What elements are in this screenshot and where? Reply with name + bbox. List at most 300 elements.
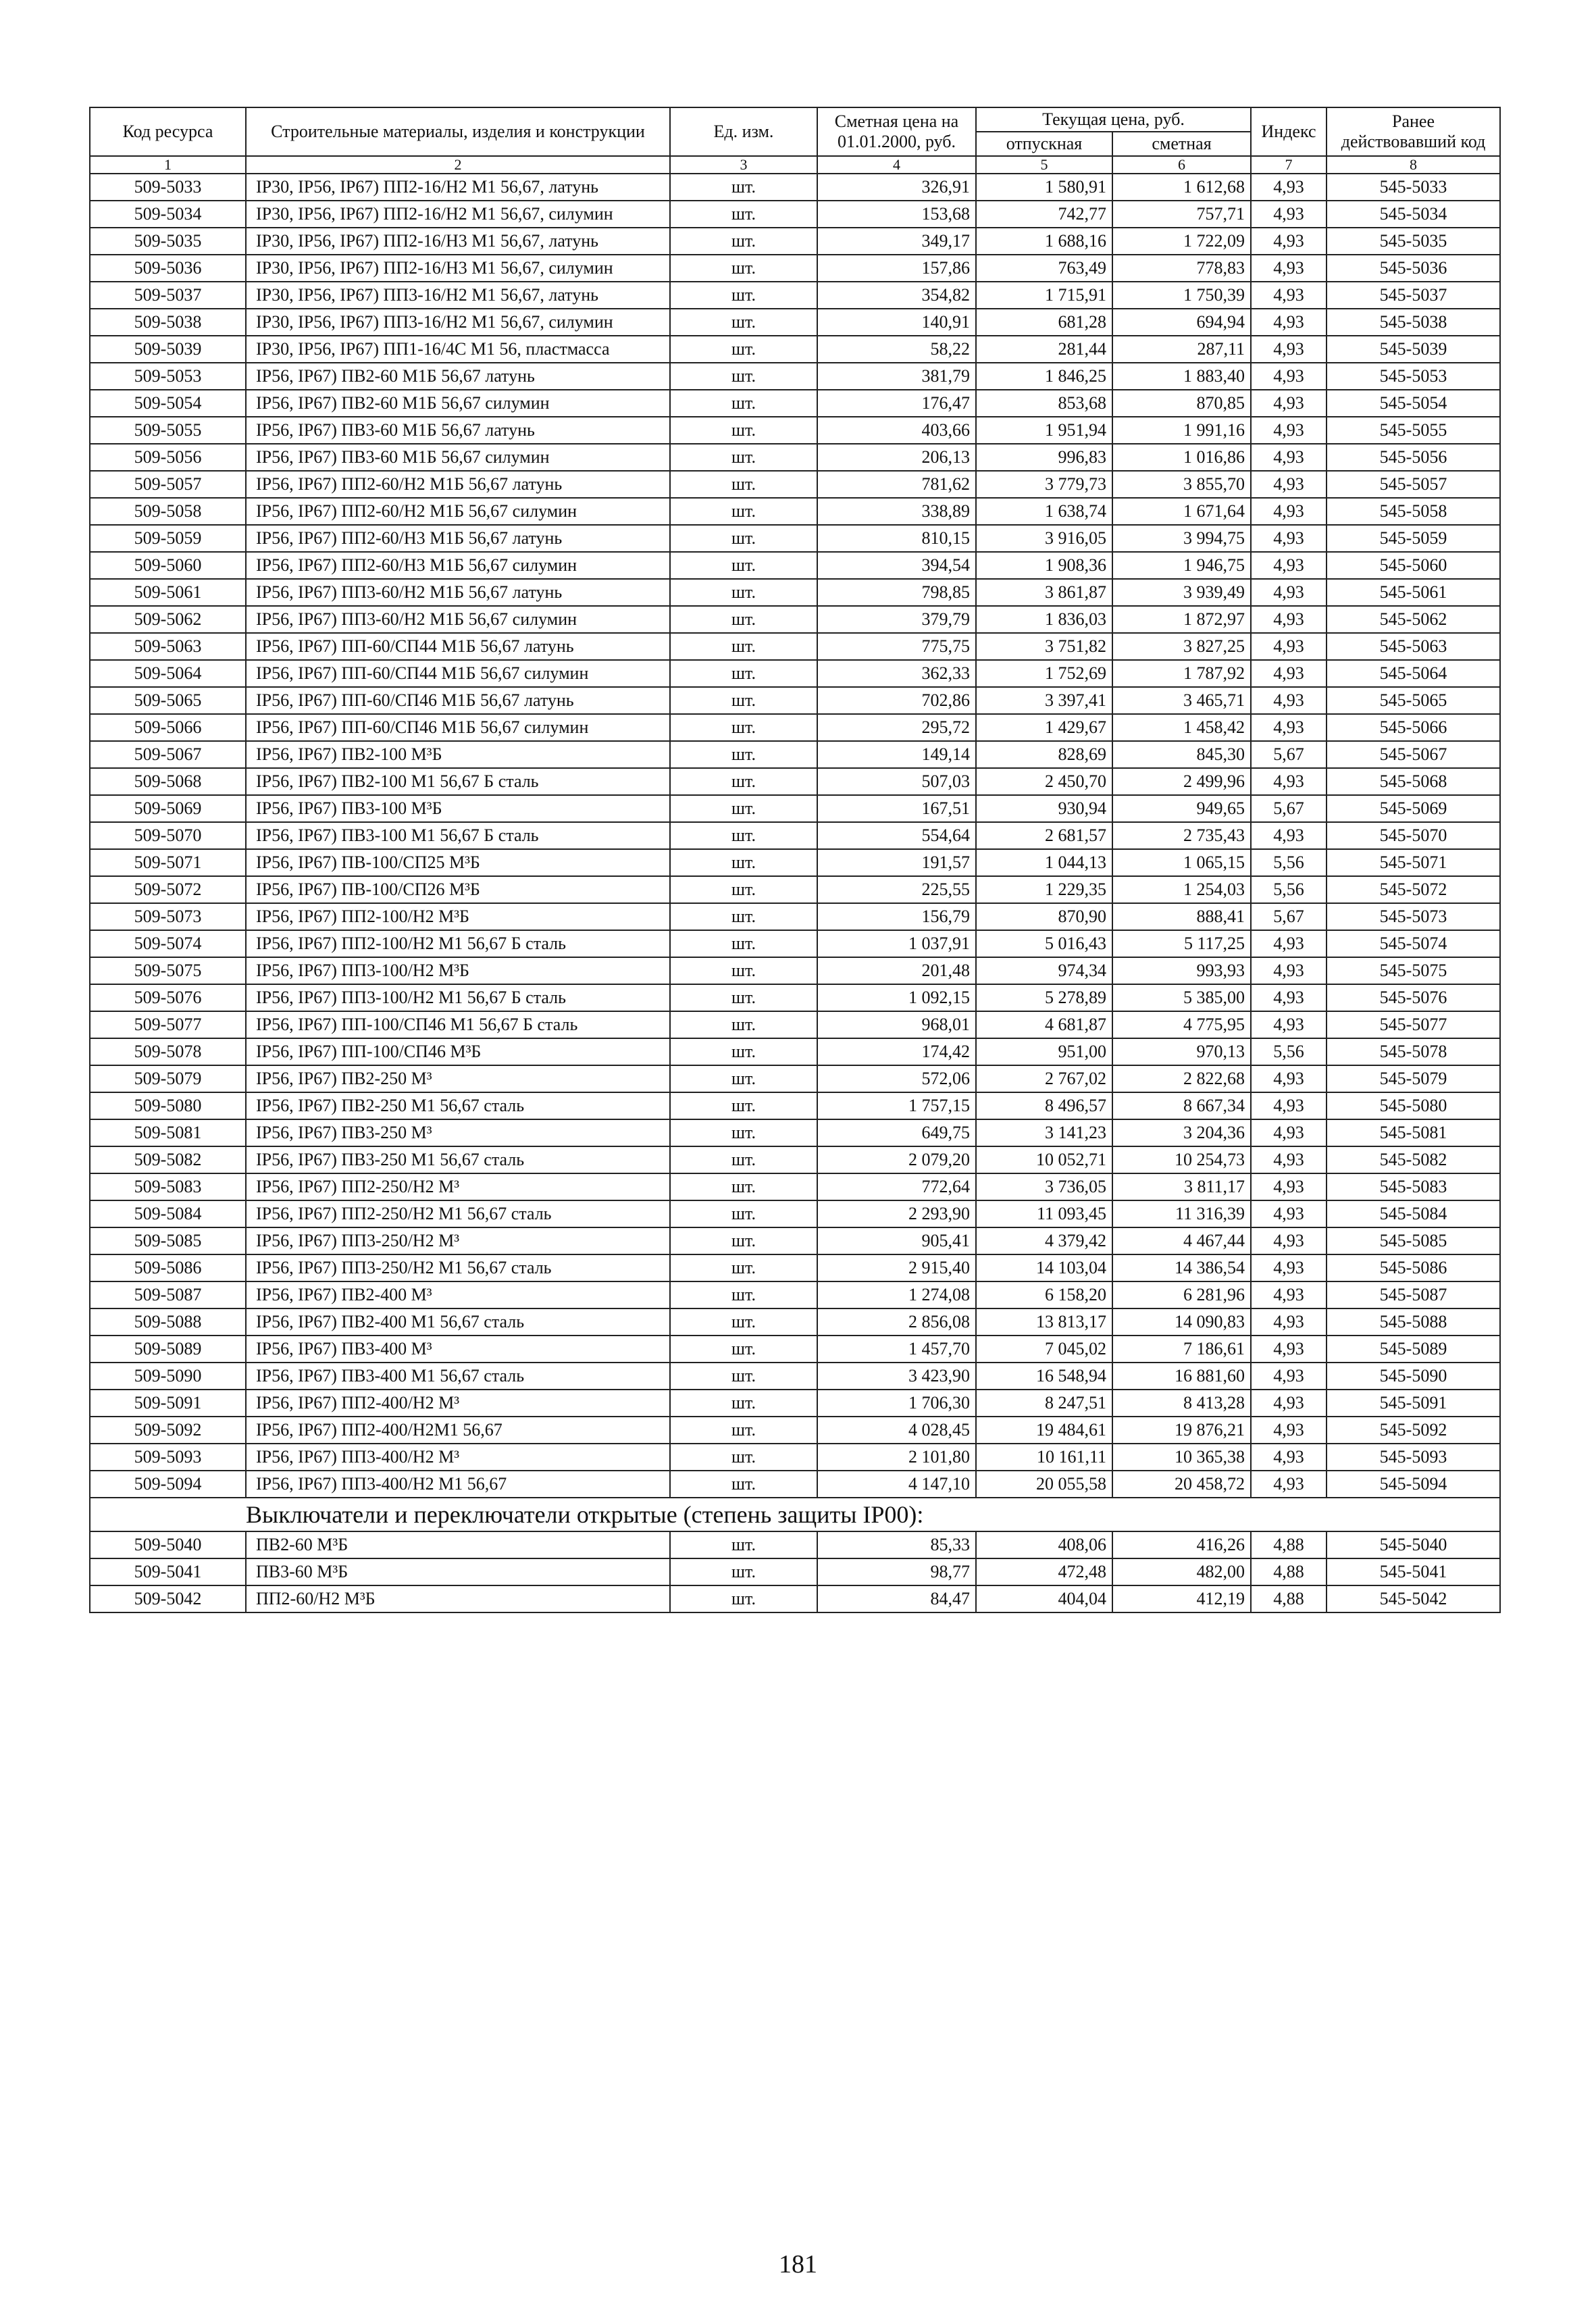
- prev-code-cell: 545-5056: [1327, 444, 1500, 471]
- release-price-cell: 1 688,16: [976, 228, 1112, 255]
- base-price-cell: 4 028,45: [817, 1417, 976, 1444]
- column-number: 8: [1327, 156, 1500, 174]
- unit-cell: шт.: [670, 1092, 817, 1119]
- prev-code-cell: 545-5038: [1327, 309, 1500, 336]
- base-price-cell: 702,86: [817, 687, 976, 714]
- prev-code-cell: 545-5092: [1327, 1417, 1500, 1444]
- material-name: IP56, IP67) ПВ3-250 М1 56,67 сталь: [246, 1146, 670, 1173]
- index-cell: 4,93: [1251, 417, 1327, 444]
- base-price-cell: 174,42: [817, 1038, 976, 1065]
- index-cell: 4,93: [1251, 606, 1327, 633]
- resource-code: 509-5086: [90, 1254, 246, 1281]
- estimate-price-cell: 3 855,70: [1112, 471, 1251, 498]
- base-price-cell: 58,22: [817, 336, 976, 363]
- index-cell: 5,56: [1251, 876, 1327, 903]
- base-price-cell: 1 757,15: [817, 1092, 976, 1119]
- estimate-price-cell: 1 016,86: [1112, 444, 1251, 471]
- resource-code: 509-5088: [90, 1308, 246, 1336]
- base-price-cell: 968,01: [817, 1011, 976, 1038]
- release-price-cell: 763,49: [976, 255, 1112, 282]
- release-price-cell: 3 397,41: [976, 687, 1112, 714]
- resource-code: 509-5089: [90, 1336, 246, 1363]
- base-price-cell: 84,47: [817, 1585, 976, 1612]
- resource-code: 509-5084: [90, 1200, 246, 1227]
- unit-cell: шт.: [670, 417, 817, 444]
- column-number: 7: [1251, 156, 1327, 174]
- prev-code-cell: 545-5071: [1327, 849, 1500, 876]
- material-name: IP56, IP67) ПВ3-100 М1 56,67 Б сталь: [246, 822, 670, 849]
- release-price-cell: 742,77: [976, 201, 1112, 228]
- resource-code: 509-5065: [90, 687, 246, 714]
- resource-code: 509-5041: [90, 1558, 246, 1585]
- unit-cell: шт.: [670, 1146, 817, 1173]
- release-price-cell: 10 161,11: [976, 1444, 1112, 1471]
- resource-code: 509-5066: [90, 714, 246, 741]
- prev-code-cell: 545-5084: [1327, 1200, 1500, 1227]
- resource-code: 509-5059: [90, 525, 246, 552]
- estimate-price-cell: 1 612,68: [1112, 174, 1251, 201]
- release-price-cell: 3 861,87: [976, 579, 1112, 606]
- base-price-cell: 772,64: [817, 1173, 976, 1200]
- prev-code-cell: 545-5039: [1327, 336, 1500, 363]
- unit-cell: шт.: [670, 930, 817, 957]
- unit-cell: шт.: [670, 957, 817, 984]
- table-row: [90, 1011, 1500, 1038]
- material-name: IP56, IP67) ПВ3-60 М1Б 56,67 латунь: [246, 417, 670, 444]
- index-cell: 4,93: [1251, 1281, 1327, 1308]
- index-cell: 4,93: [1251, 1173, 1327, 1200]
- estimate-price-cell: 949,65: [1112, 795, 1251, 822]
- unit-cell: шт.: [670, 525, 817, 552]
- index-cell: 4,93: [1251, 1444, 1327, 1471]
- estimate-price-cell: 888,41: [1112, 903, 1251, 930]
- index-cell: 4,93: [1251, 633, 1327, 660]
- index-cell: 5,67: [1251, 795, 1327, 822]
- index-cell: 4,93: [1251, 201, 1327, 228]
- base-price-cell: 381,79: [817, 363, 976, 390]
- prev-code-cell: 545-5077: [1327, 1011, 1500, 1038]
- index-cell: 4,93: [1251, 1011, 1327, 1038]
- resource-code: 509-5067: [90, 741, 246, 768]
- material-name: IP56, IP67) ПП2-60/Н2 М1Б 56,67 латунь: [246, 471, 670, 498]
- material-name: IP30, IP56, IP67) ПП2-16/Н2 М1 56,67, латунь: [246, 174, 670, 201]
- resource-code: 509-5064: [90, 660, 246, 687]
- base-price-cell: 176,47: [817, 390, 976, 417]
- index-cell: 4,93: [1251, 579, 1327, 606]
- estimate-price-cell: 3 827,25: [1112, 633, 1251, 660]
- unit-cell: шт.: [670, 1011, 817, 1038]
- resource-code: 509-5056: [90, 444, 246, 471]
- estimate-price-cell: 3 465,71: [1112, 687, 1251, 714]
- column-number-row: [90, 156, 1500, 174]
- prev-code-cell: 545-5076: [1327, 984, 1500, 1011]
- unit-cell: шт.: [670, 255, 817, 282]
- column-number: 6: [1112, 156, 1251, 174]
- page-number: 181: [779, 2250, 817, 2279]
- base-price-cell: 403,66: [817, 417, 976, 444]
- base-price-cell: 554,64: [817, 822, 976, 849]
- prev-code-cell: 545-5059: [1327, 525, 1500, 552]
- release-price-cell: 3 779,73: [976, 471, 1112, 498]
- table-row: [90, 1471, 1500, 1498]
- base-price-cell: 1 706,30: [817, 1390, 976, 1417]
- unit-cell: шт.: [670, 552, 817, 579]
- index-cell: 4,93: [1251, 1308, 1327, 1336]
- resource-code: 509-5087: [90, 1281, 246, 1308]
- material-name: IP30, IP56, IP67) ПП3-16/Н2 М1 56,67, латунь: [246, 282, 670, 309]
- resource-code: 509-5074: [90, 930, 246, 957]
- release-price-cell: 1 229,35: [976, 876, 1112, 903]
- prev-code-cell: 545-5066: [1327, 714, 1500, 741]
- estimate-price-cell: 694,94: [1112, 309, 1251, 336]
- material-name: IP56, IP67) ПВ2-100 М³Б: [246, 741, 670, 768]
- material-name: IP56, IP67) ПВ2-250 М1 56,67 сталь: [246, 1092, 670, 1119]
- estimate-price-cell: 3 204,36: [1112, 1119, 1251, 1146]
- estimate-price-cell: 10 254,73: [1112, 1146, 1251, 1173]
- resource-code: 509-5071: [90, 849, 246, 876]
- table-body-main: [90, 174, 1500, 1498]
- material-name: IP56, IP67) ПП3-60/Н2 М1Б 56,67 латунь: [246, 579, 670, 606]
- resource-code: 509-5037: [90, 282, 246, 309]
- release-price-cell: 11 093,45: [976, 1200, 1112, 1227]
- material-name: IP56, IP67) ПП2-100/Н2 М1 56,67 Б сталь: [246, 930, 670, 957]
- resource-code: 509-5058: [90, 498, 246, 525]
- material-name: IP30, IP56, IP67) ПП2-16/Н3 М1 56,67, латунь: [246, 228, 670, 255]
- prev-code-cell: 545-5063: [1327, 633, 1500, 660]
- index-cell: 4,93: [1251, 1363, 1327, 1390]
- prev-code-cell: 545-5085: [1327, 1227, 1500, 1254]
- prev-code-cell: 545-5037: [1327, 282, 1500, 309]
- resource-code: 509-5057: [90, 471, 246, 498]
- index-cell: 4,93: [1251, 1390, 1327, 1417]
- estimate-price-cell: 2 822,68: [1112, 1065, 1251, 1092]
- table-row: [90, 363, 1500, 390]
- table-row: [90, 714, 1500, 741]
- resource-code: 509-5081: [90, 1119, 246, 1146]
- base-price-cell: 153,68: [817, 201, 976, 228]
- index-cell: 4,93: [1251, 282, 1327, 309]
- header-base-price: Сметная цена на 01.01.2000, руб.: [817, 107, 976, 156]
- material-name: IP56, IP67) ПП2-60/Н3 М1Б 56,67 латунь: [246, 525, 670, 552]
- unit-cell: шт.: [670, 282, 817, 309]
- prev-code-cell: 545-5040: [1327, 1531, 1500, 1558]
- unit-cell: шт.: [670, 1417, 817, 1444]
- unit-cell: шт.: [670, 741, 817, 768]
- index-cell: 5,67: [1251, 741, 1327, 768]
- unit-cell: шт.: [670, 309, 817, 336]
- prev-code-cell: 545-5034: [1327, 201, 1500, 228]
- estimate-price-cell: 3 811,17: [1112, 1173, 1251, 1200]
- unit-cell: шт.: [670, 1444, 817, 1471]
- resource-code: 509-5075: [90, 957, 246, 984]
- release-price-cell: 408,06: [976, 1531, 1112, 1558]
- resource-code: 509-5083: [90, 1173, 246, 1200]
- unit-cell: шт.: [670, 1065, 817, 1092]
- unit-cell: шт.: [670, 822, 817, 849]
- estimate-price-cell: 1 991,16: [1112, 417, 1251, 444]
- prev-code-cell: 545-5053: [1327, 363, 1500, 390]
- table-row: [90, 174, 1500, 201]
- base-price-cell: 191,57: [817, 849, 976, 876]
- resource-code: 509-5094: [90, 1471, 246, 1498]
- section-title: Выключатели и переключатели открытые (степень защиты IP00):: [90, 1498, 1500, 1531]
- base-price-cell: 1 274,08: [817, 1281, 976, 1308]
- base-price-cell: 2 915,40: [817, 1254, 976, 1281]
- material-name: IP56, IP67) ПВ3-100 М³Б: [246, 795, 670, 822]
- column-number: 2: [246, 156, 670, 174]
- index-cell: 4,93: [1251, 525, 1327, 552]
- release-price-cell: 828,69: [976, 741, 1112, 768]
- release-price-cell: 3 736,05: [976, 1173, 1112, 1200]
- material-name: IP56, IP67) ПП-60/СП46 М1Б 56,67 латунь: [246, 687, 670, 714]
- release-price-cell: 404,04: [976, 1585, 1112, 1612]
- unit-cell: шт.: [670, 228, 817, 255]
- table-row: [90, 1390, 1500, 1417]
- table-row: [90, 444, 1500, 471]
- index-cell: 4,93: [1251, 255, 1327, 282]
- release-price-cell: 1 638,74: [976, 498, 1112, 525]
- material-name: IP56, IP67) ПП3-400/Н2 М1 56,67: [246, 1471, 670, 1498]
- index-cell: 5,56: [1251, 849, 1327, 876]
- estimate-price-cell: 1 671,64: [1112, 498, 1251, 525]
- unit-cell: шт.: [670, 174, 817, 201]
- header-prev-code: Ранее действовавший код: [1327, 107, 1500, 156]
- unit-cell: шт.: [670, 1308, 817, 1336]
- resource-code: 509-5040: [90, 1531, 246, 1558]
- index-cell: 4,93: [1251, 336, 1327, 363]
- table-row: [90, 822, 1500, 849]
- material-name: IP56, IP67) ПП-60/СП44 М1Б 56,67 силумин: [246, 660, 670, 687]
- material-name: IP56, IP67) ПП2-60/Н2 М1Б 56,67 силумин: [246, 498, 670, 525]
- material-name: IP30, IP56, IP67) ПП3-16/Н2 М1 56,67, силумин: [246, 309, 670, 336]
- unit-cell: шт.: [670, 1173, 817, 1200]
- index-cell: 5,56: [1251, 1038, 1327, 1065]
- estimate-price-cell: 8 667,34: [1112, 1092, 1251, 1119]
- material-name: IP56, IP67) ПП2-250/Н2 М1 56,67 сталь: [246, 1200, 670, 1227]
- prev-code-cell: 545-5074: [1327, 930, 1500, 957]
- material-name: IP56, IP67) ПП2-250/Н2 М³: [246, 1173, 670, 1200]
- estimate-price-cell: 1 787,92: [1112, 660, 1251, 687]
- estimate-price-cell: 287,11: [1112, 336, 1251, 363]
- index-cell: 4,93: [1251, 1417, 1327, 1444]
- index-cell: 4,93: [1251, 1471, 1327, 1498]
- unit-cell: шт.: [670, 498, 817, 525]
- table-row: [90, 525, 1500, 552]
- release-price-cell: 10 052,71: [976, 1146, 1112, 1173]
- release-price-cell: 472,48: [976, 1558, 1112, 1585]
- release-price-cell: 2 767,02: [976, 1065, 1112, 1092]
- base-price-cell: 2 293,90: [817, 1200, 976, 1227]
- material-name: IP56, IP67) ПВ3-400 М³: [246, 1336, 670, 1363]
- release-price-cell: 5 016,43: [976, 930, 1112, 957]
- unit-cell: шт.: [670, 1585, 817, 1612]
- release-price-cell: 16 548,94: [976, 1363, 1112, 1390]
- estimate-price-cell: 1 750,39: [1112, 282, 1251, 309]
- unit-cell: шт.: [670, 1281, 817, 1308]
- table-row: [90, 579, 1500, 606]
- table-row: [90, 984, 1500, 1011]
- base-price-cell: 349,17: [817, 228, 976, 255]
- unit-cell: шт.: [670, 471, 817, 498]
- table-row: [90, 282, 1500, 309]
- table-row: [90, 228, 1500, 255]
- table-row: [90, 471, 1500, 498]
- estimate-price-cell: 1 946,75: [1112, 552, 1251, 579]
- table-row: [90, 606, 1500, 633]
- index-cell: 4,93: [1251, 822, 1327, 849]
- column-number: 3: [670, 156, 817, 174]
- release-price-cell: 974,34: [976, 957, 1112, 984]
- header-release-price: отпускная: [976, 132, 1112, 156]
- estimate-price-cell: 482,00: [1112, 1558, 1251, 1585]
- price-table-sheet: [89, 107, 1499, 1613]
- index-cell: 4,93: [1251, 552, 1327, 579]
- estimate-price-cell: 6 281,96: [1112, 1281, 1251, 1308]
- prev-code-cell: 545-5073: [1327, 903, 1500, 930]
- table-row: [90, 1038, 1500, 1065]
- material-name: IP56, IP67) ПВ-100/СП26 М³Б: [246, 876, 670, 903]
- estimate-price-cell: 993,93: [1112, 957, 1251, 984]
- table-row: [90, 1308, 1500, 1336]
- material-name: IP56, IP67) ПВ2-60 М1Б 56,67 силумин: [246, 390, 670, 417]
- resource-code: 509-5035: [90, 228, 246, 255]
- material-name: IP56, IP67) ПП2-60/Н3 М1Б 56,67 силумин: [246, 552, 670, 579]
- index-cell: 4,93: [1251, 1065, 1327, 1092]
- prev-code-cell: 545-5041: [1327, 1558, 1500, 1585]
- estimate-price-cell: 3 939,49: [1112, 579, 1251, 606]
- index-cell: 4,93: [1251, 228, 1327, 255]
- prev-code-cell: 545-5067: [1327, 741, 1500, 768]
- index-cell: 4,93: [1251, 1092, 1327, 1119]
- release-price-cell: 3 751,82: [976, 633, 1112, 660]
- prev-code-cell: 545-5042: [1327, 1585, 1500, 1612]
- prev-code-cell: 545-5065: [1327, 687, 1500, 714]
- prev-code-cell: 545-5094: [1327, 1471, 1500, 1498]
- prev-code-cell: 545-5086: [1327, 1254, 1500, 1281]
- base-price-cell: 362,33: [817, 660, 976, 687]
- index-cell: 4,93: [1251, 471, 1327, 498]
- resource-code: 509-5063: [90, 633, 246, 660]
- unit-cell: шт.: [670, 687, 817, 714]
- resource-code: 509-5090: [90, 1363, 246, 1390]
- base-price-cell: 225,55: [817, 876, 976, 903]
- base-price-cell: 572,06: [817, 1065, 976, 1092]
- release-price-cell: 1 752,69: [976, 660, 1112, 687]
- prev-code-cell: 545-5080: [1327, 1092, 1500, 1119]
- material-name: IP30, IP56, IP67) ПП2-16/Н3 М1 56,67, силумин: [246, 255, 670, 282]
- unit-cell: шт.: [670, 1227, 817, 1254]
- estimate-price-cell: 14 386,54: [1112, 1254, 1251, 1281]
- base-price-cell: 140,91: [817, 309, 976, 336]
- unit-cell: шт.: [670, 201, 817, 228]
- base-price-cell: 3 423,90: [817, 1363, 976, 1390]
- resource-code: 509-5092: [90, 1417, 246, 1444]
- release-price-cell: 6 158,20: [976, 1281, 1112, 1308]
- release-price-cell: 5 278,89: [976, 984, 1112, 1011]
- resource-code: 509-5055: [90, 417, 246, 444]
- estimate-price-cell: 19 876,21: [1112, 1417, 1251, 1444]
- base-price-cell: 2 856,08: [817, 1308, 976, 1336]
- prev-code-cell: 545-5087: [1327, 1281, 1500, 1308]
- table-row: [90, 1336, 1500, 1363]
- release-price-cell: 996,83: [976, 444, 1112, 471]
- unit-cell: шт.: [670, 876, 817, 903]
- base-price-cell: 810,15: [817, 525, 976, 552]
- material-name: IP56, IP67) ПВ3-250 М³: [246, 1119, 670, 1146]
- material-name: IP56, IP67) ПП2-400/Н2 М³: [246, 1390, 670, 1417]
- estimate-price-cell: 2 735,43: [1112, 822, 1251, 849]
- resource-code: 509-5078: [90, 1038, 246, 1065]
- release-price-cell: 681,28: [976, 309, 1112, 336]
- table-header: [90, 107, 1500, 174]
- table-row: [90, 687, 1500, 714]
- index-cell: 4,88: [1251, 1558, 1327, 1585]
- index-cell: 4,93: [1251, 984, 1327, 1011]
- release-price-cell: 1 715,91: [976, 282, 1112, 309]
- resource-code: 509-5033: [90, 174, 246, 201]
- release-price-cell: 7 045,02: [976, 1336, 1112, 1363]
- material-name: IP56, IP67) ПП-60/СП44 М1Б 56,67 латунь: [246, 633, 670, 660]
- header-unit: Ед. изм.: [670, 107, 817, 156]
- release-price-cell: 1 429,67: [976, 714, 1112, 741]
- material-name: IP56, IP67) ПВ-100/СП25 М³Б: [246, 849, 670, 876]
- material-name: IP56, IP67) ПП3-250/Н2 М³: [246, 1227, 670, 1254]
- table-row: [90, 1363, 1500, 1390]
- resource-code: 509-5061: [90, 579, 246, 606]
- table-row: [90, 1173, 1500, 1200]
- material-name: IP56, IP67) ПП3-100/Н2 М³Б: [246, 957, 670, 984]
- estimate-price-cell: 7 186,61: [1112, 1336, 1251, 1363]
- prev-code-cell: 545-5033: [1327, 174, 1500, 201]
- release-price-cell: 19 484,61: [976, 1417, 1112, 1444]
- table-row: [90, 1531, 1500, 1558]
- index-cell: 4,93: [1251, 1227, 1327, 1254]
- unit-cell: шт.: [670, 1119, 817, 1146]
- index-cell: 4,93: [1251, 930, 1327, 957]
- base-price-cell: 149,14: [817, 741, 976, 768]
- material-name: IP56, IP67) ПВ2-400 М³: [246, 1281, 670, 1308]
- material-name: IP56, IP67) ПВ3-60 М1Б 56,67 силумин: [246, 444, 670, 471]
- table-row: [90, 1227, 1500, 1254]
- base-price-cell: 156,79: [817, 903, 976, 930]
- table-row: [90, 849, 1500, 876]
- estimate-price-cell: 870,85: [1112, 390, 1251, 417]
- prev-code-cell: 545-5058: [1327, 498, 1500, 525]
- estimate-price-cell: 2 499,96: [1112, 768, 1251, 795]
- base-price-cell: 98,77: [817, 1558, 976, 1585]
- table-row: [90, 795, 1500, 822]
- release-price-cell: 14 103,04: [976, 1254, 1112, 1281]
- release-price-cell: 2 681,57: [976, 822, 1112, 849]
- table-row: [90, 660, 1500, 687]
- material-name: IP30, IP56, IP67) ПП2-16/Н2 М1 56,67, силумин: [246, 201, 670, 228]
- table-row: [90, 1417, 1500, 1444]
- release-price-cell: 1 836,03: [976, 606, 1112, 633]
- release-price-cell: 2 450,70: [976, 768, 1112, 795]
- index-cell: 4,93: [1251, 363, 1327, 390]
- prev-code-cell: 545-5035: [1327, 228, 1500, 255]
- unit-cell: шт.: [670, 1200, 817, 1227]
- unit-cell: шт.: [670, 633, 817, 660]
- resource-code: 509-5054: [90, 390, 246, 417]
- release-price-cell: 8 247,51: [976, 1390, 1112, 1417]
- prev-code-cell: 545-5081: [1327, 1119, 1500, 1146]
- base-price-cell: 295,72: [817, 714, 976, 741]
- table-row: [90, 1065, 1500, 1092]
- release-price-cell: 13 813,17: [976, 1308, 1112, 1336]
- estimate-price-cell: 3 994,75: [1112, 525, 1251, 552]
- material-name: IP56, IP67) ПП3-250/Н2 М1 56,67 сталь: [246, 1254, 670, 1281]
